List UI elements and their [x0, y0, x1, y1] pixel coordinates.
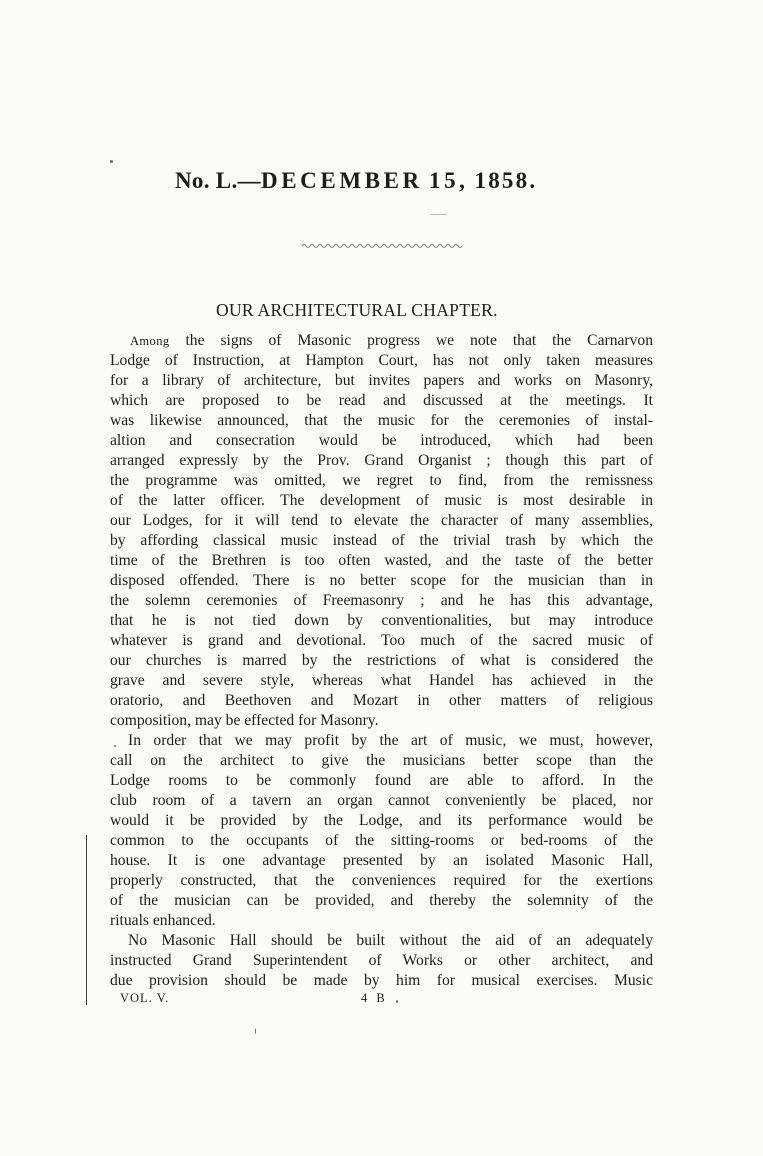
body-line-7: arranged expressly by the Prov. Grand Organist ; though this part of	[110, 452, 653, 469]
body-line-6: altion and consecration would be introduced, which had been	[110, 432, 653, 449]
body-line-32: instructed Grand Superintendent of Works or other architect, and	[110, 952, 653, 969]
paper-speck	[114, 745, 116, 747]
body-line-16: whatever is grand and devotional. Too much of the sacred music of	[110, 632, 653, 649]
body-line-1: Among the signs of Masonic progress we note that the Carnarvon	[130, 332, 653, 349]
paper-speck	[255, 1028, 256, 1034]
body-line-2: Lodge of Instruction, at Hampton Court, has not only taken measures	[110, 352, 653, 369]
margin-rule	[86, 835, 87, 1005]
body-line-33: due provision should be made by him for musical exercises. Music	[110, 972, 653, 989]
body-line-5: was likewise announced, that the music for the ceremonies of instal-	[110, 412, 653, 429]
body-line-28: properly constructed, that the conveniences required for the exertions	[110, 872, 653, 889]
chapter-heading: OUR ARCHITECTURAL CHAPTER.	[216, 300, 498, 320]
body-line-29: of the musician can be provided, and thereby the solemnity of the	[110, 892, 653, 909]
body-line-19: oratorio, and Beethoven and Mozart in other matters of religious	[110, 692, 653, 709]
body-line-10: our Lodges, for it will tend to elevate the character of many assemblies,	[110, 512, 653, 529]
body-line-31: No Masonic Hall should be built without the aid of an adequately	[128, 932, 653, 949]
page-title	[175, 168, 605, 194]
body-line-24: club room of a tavern an organ cannot conveniently be placed, nor	[110, 792, 653, 809]
body-line-23: Lodge rooms to be commonly found are able to afford. In the	[110, 772, 653, 789]
title-dash: —	[237, 168, 262, 193]
body-line-9: of the latter officer. The development of music is most desirable in	[110, 492, 653, 509]
drop-cap: Among	[130, 334, 170, 348]
body-line-11: by affording classical music instead of the trivial trash by which the	[110, 532, 653, 549]
body-line-12: time of the Brethren is too often wasted, and the taste of the better	[110, 552, 653, 569]
signature-mark: 4 B	[361, 991, 388, 1005]
body-line-8: the programme was omitted, we regret to find, from the remissness	[110, 472, 653, 489]
body-line-25: would it be provided by the Lodge, and its performance would be	[110, 812, 653, 829]
body-line-13: disposed offended. There is no better scope for the musician than in	[110, 572, 653, 589]
title-rule	[431, 214, 447, 215]
volume-label: VOL. V.	[120, 991, 170, 1005]
wavy-ornament-icon	[302, 242, 462, 250]
issue-month: DECEMBER	[261, 168, 423, 193]
body-line-15: that he is not tied down by conventionalities, but may introduce	[110, 612, 653, 629]
paper-speck	[396, 1000, 398, 1003]
body-line-18: grave and severe style, whereas what Handel has achieved in the	[110, 672, 653, 689]
issue-day: 15,	[428, 168, 469, 193]
body-line-26: common to the occupants of the sitting-rooms or bed-rooms of the	[110, 832, 653, 849]
body-line-14: the solemn ceremonies of Freemasonry ; and he has this advantage,	[110, 592, 653, 609]
body-line-22: call on the architect to give the musicians better scope than the	[110, 752, 653, 769]
body-line-30: rituals enhanced.	[110, 912, 216, 929]
body-line-17: our churches is marred by the restrictions of what is considered the	[110, 652, 653, 669]
body-line-20: composition, may be effected for Masonry.	[110, 712, 379, 729]
body-line-21: In order that we may profit by the art of music, we must, however,	[128, 732, 653, 749]
body-line-27: house. It is one advantage presented by an isolated Masonic Hall,	[110, 852, 653, 869]
paper-speck	[110, 160, 113, 163]
issue-number: No. L.	[175, 168, 238, 193]
body-line-3: for a library of architecture, but invites papers and works on Masonry,	[110, 372, 653, 389]
issue-year: 1858.	[474, 168, 538, 193]
body-line-4: which are proposed to be read and discussed at the meetings. It	[110, 392, 653, 409]
